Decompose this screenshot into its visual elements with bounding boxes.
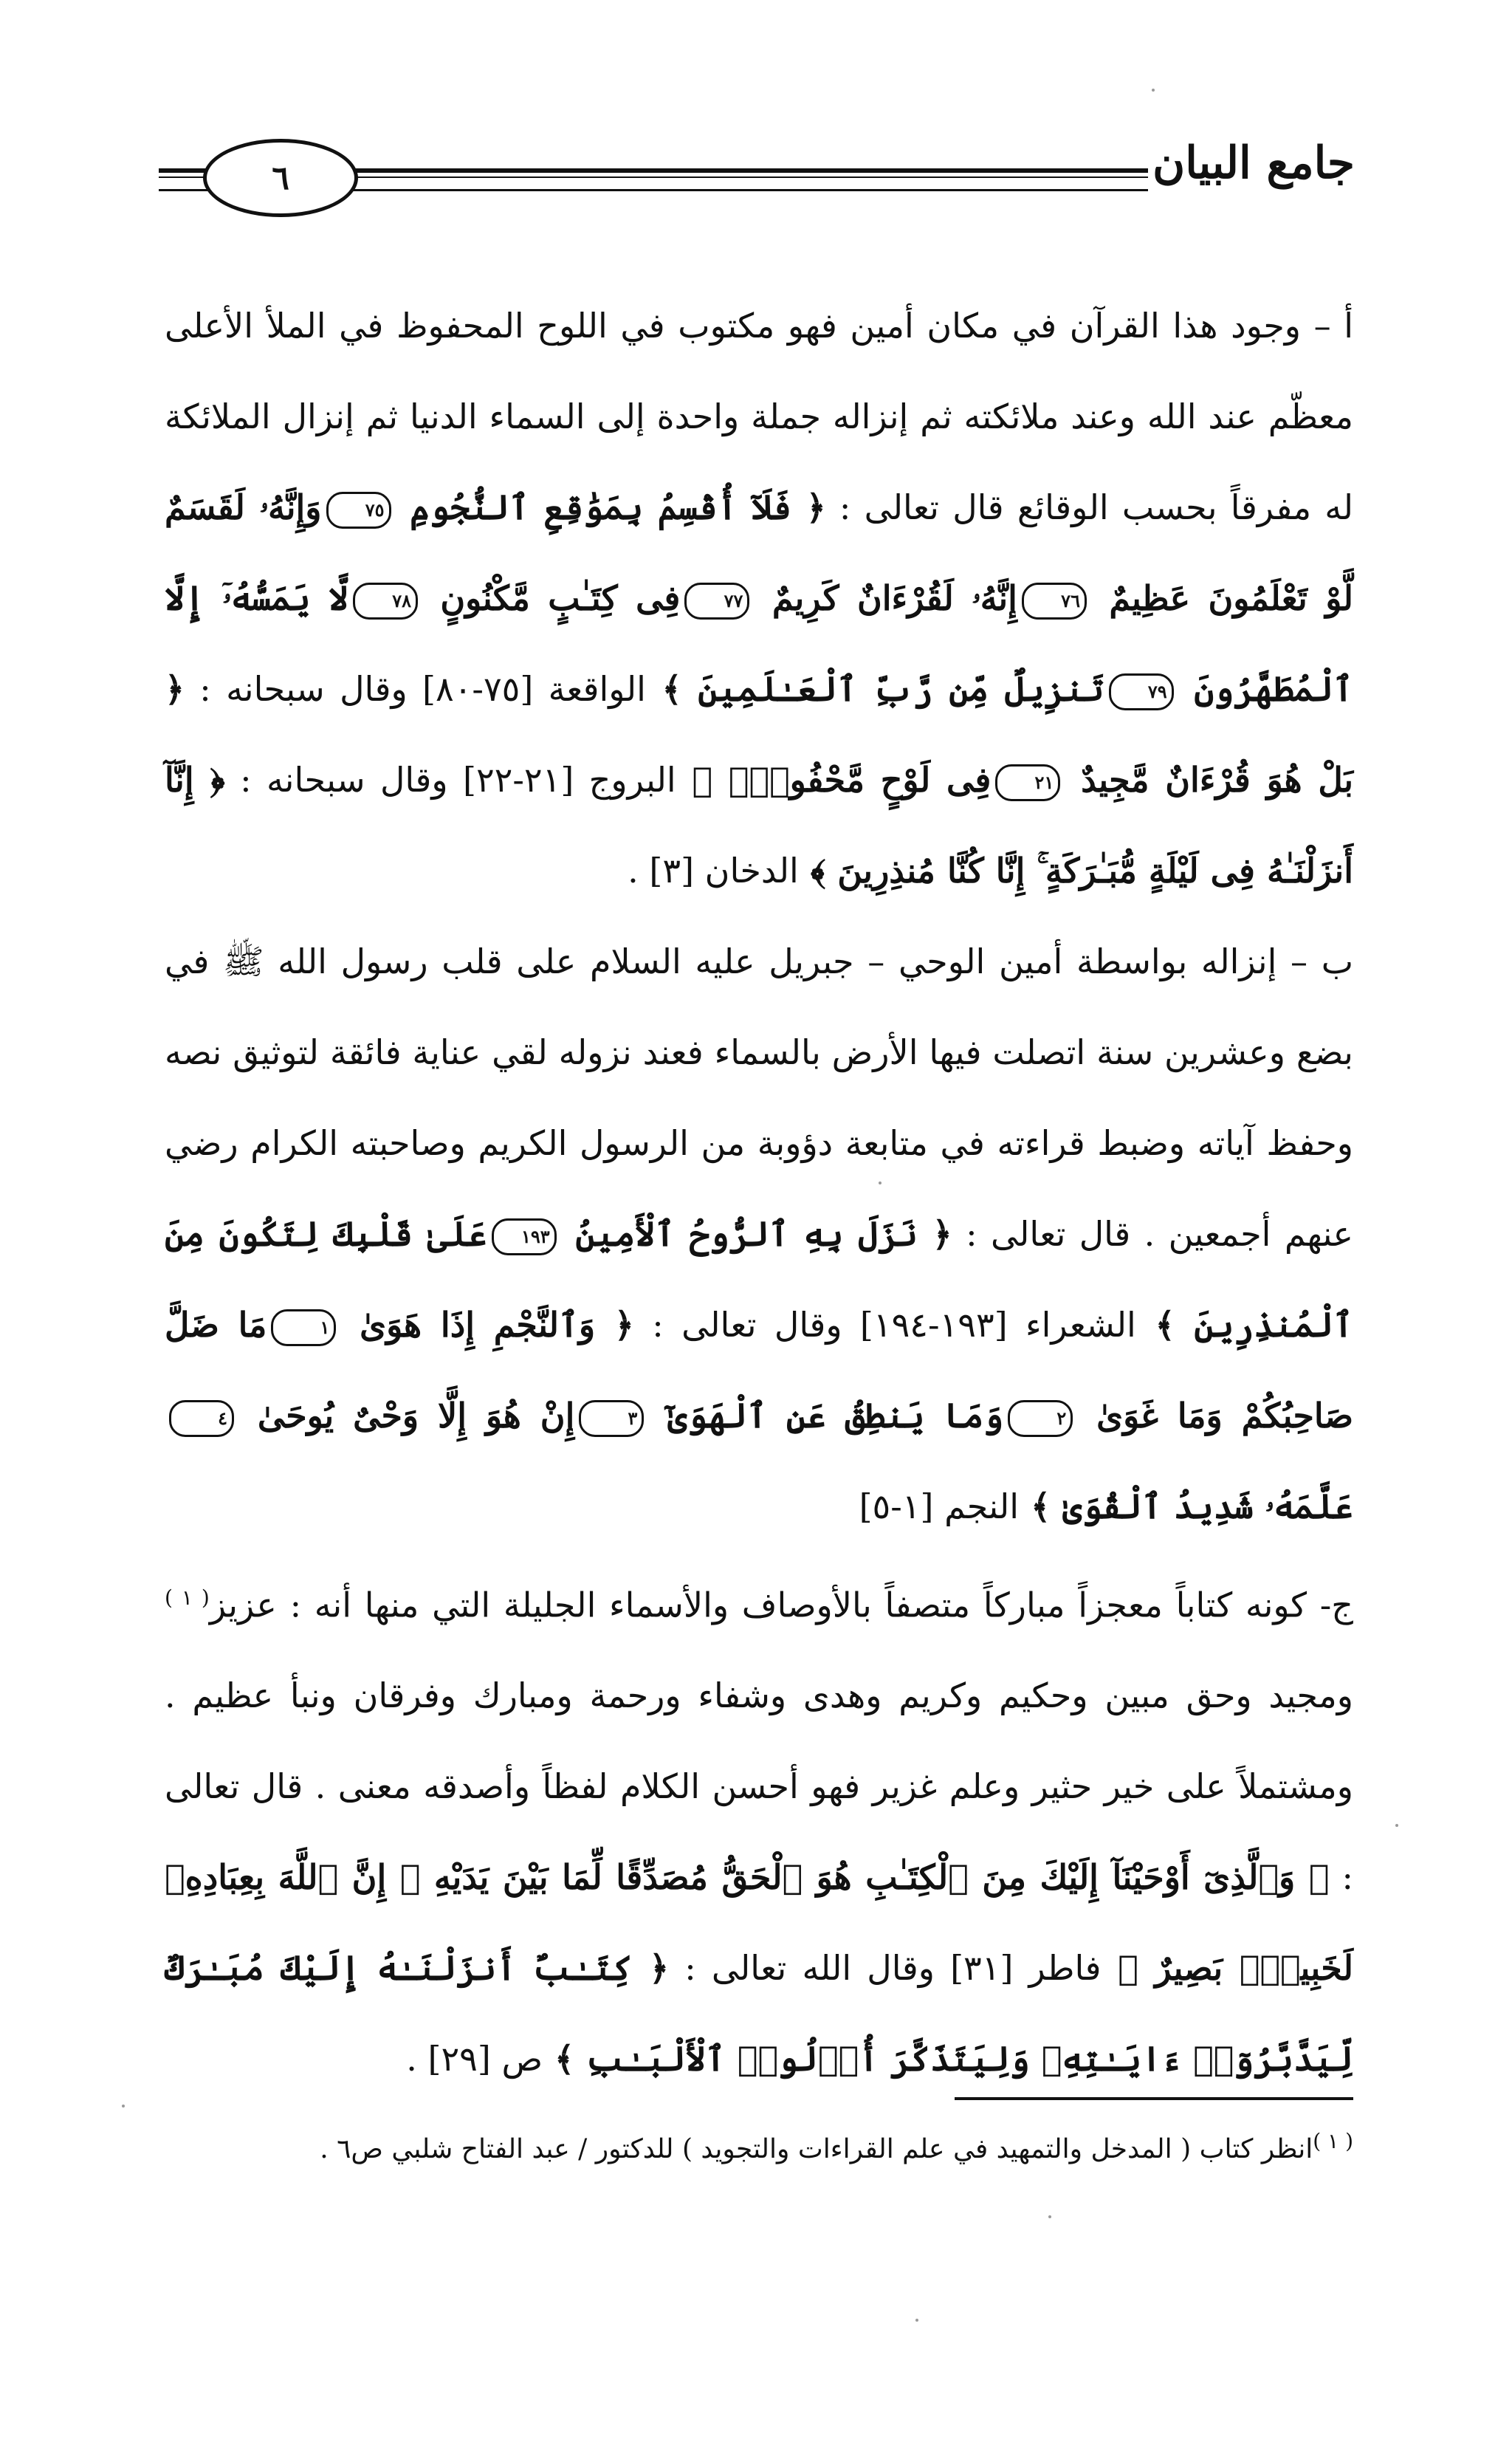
ayah-number-icon: ٧٥ [326,492,391,529]
body-text: الشعراء [١٩٣-١٩٤] وقال تعالى : [633,1305,1136,1345]
quran-verse: ﴿ نَزَلَ بِهِ ٱلرُّوحُ ٱلْأَمِينُ [560,1214,952,1254]
page-header [159,133,1355,214]
paragraph-jim [165,1552,1353,2105]
scan-speck [1152,89,1155,92]
quran-verse: ﴿ وَٱلنَّجْمِ إِذَا هَوَىٰ [340,1305,634,1345]
body-text: الدخان [٣] . [628,851,799,891]
footnote [165,2119,1353,2172]
quran-verse: عَلَىٰ قَلْبِكَ لِتَكُونَ مِنَ ٱلْمُنذِرِينَ ﴾ [165,1214,1353,1345]
body-text: فاطر [٣١] وقال الله تعالى : [669,1948,1102,1989]
page-number: ٦ [203,139,358,217]
quran-verse: تَنزِيلٌ مِّن رَّبِّ ٱلْعَـٰلَمِينَ ﴾ [645,669,1104,709]
body-text: البروج [٢١-٢٢] وقال سبحانه : [224,760,676,800]
quran-verse: فِى لَوْحٍ مَّحْفُوظٍۭ ﴾ [676,760,992,800]
quran-verse: ﴿ فَلَآ أُقْسِمُ بِمَوَٰقِعِ ٱلنُّجُومِ [395,487,826,527]
scan-speck [879,1182,882,1184]
quran-verse: ﴿ كِتَـٰبٌ أَنزَلْنَـٰهُ إِلَيْكَ مُبَـٰرَكٌ لِّيَدَّبَّرُوٓا۟ ءَايَـٰتِهِۦ وَلِيَتَذَكَّرَ أُو۟لُوا۟ ٱلْأَلْبَـٰبِ ﴾ [165,1948,1353,2079]
footnote-separator [955,2097,1353,2100]
quran-verse: إِنَّهُۥ لَقُرْءَانٌ كَرِيمٌ [754,578,1017,618]
ayah-number-icon: ١ [271,1309,336,1346]
body-text: ج- كونه كتاباً معجزاً مباركاً متصفاً بالأوصاف والأسماء الجليلة التي منها أنه : عزيز [209,1585,1353,1625]
scan-speck [1395,1824,1398,1827]
book-title: جامع البيان [1152,137,1355,189]
quran-verse: مَا ضَلَّ صَاحِبُكُمْ وَمَا غَوَىٰ [165,1305,1354,1436]
body-text: ومجيد وحق مبين وحكيم وكريم وهدى وشفاء ورحمة ومبارك وفرقان ونبأ عظيم . ومشتملاً على خير حثير وعلم غزير فهو أحسن الكلام لفظاً وأصدقه معنى . قال تعالى : [165,1676,1353,1898]
ayah-number-icon: ٧٦ [1022,583,1087,620]
ayah-number-icon: ٧٧ [684,583,749,620]
body-text: ص [٢٩] . [406,2039,543,2079]
ayah-number-icon: ٤ [169,1400,234,1437]
body-text: الواقعة [٧٥-٨٠] وقال سبحانه : [184,669,646,709]
paragraph-ba [165,916,1353,1552]
ayah-number-icon: ٢ [1008,1400,1073,1437]
quran-verse: عَلَّمَهُۥ شَدِيدُ ٱلْقُوَىٰ ﴾ [1019,1486,1353,1526]
quran-verse: وَمَا يَنطِقُ عَنِ ٱلْهَوَىٰٓ [648,1396,1004,1436]
main-text [165,281,1353,2105]
ayah-number-icon: ٢١ [995,764,1060,801]
scan-speck [915,2319,918,2322]
quran-verse: وَإِنَّهُۥ لَقَسَمٌ لَّوْ تَعْلَمُونَ عَظِيمٌ [165,487,1353,618]
footnote-reference: ( ١ ) [165,1585,210,1610]
body-text: أ – وجود هذا القرآن في مكان أمين فهو مكتوب في اللوح المحفوظ في الملأ الأعلى معظّم عند الله وعند ملائكته ثم إنزاله جملة واحدة إلى السماء الدنيا ثم إنزال الملائكة له مفرقاً بحسب الوقائع قال تعالى : [165,306,1353,527]
ayah-number-icon: ٣ [579,1400,644,1437]
ayah-number-icon: ١٩٣ [492,1218,557,1255]
quran-verse: ﴿ إِنَّآ أَنزَلْنَـٰهُ فِى لَيْلَةٍ مُّبَـٰرَكَةٍ ۚ إِنَّا كُنَّا مُنذِرِينَ ﴾ [165,760,1353,891]
ayah-number-icon: ٧٩ [1109,673,1174,710]
body-text: النجم [١-٥] [859,1486,1020,1526]
scan-speck [1048,2215,1051,2218]
quran-verse: لَّا يَمَسُّهُۥٓ إِلَّا ٱلْمُطَهَّرُونَ [165,578,1353,709]
footnote-marker: ( ١ ) [1313,2129,1353,2153]
ayah-number-icon: ٧٨ [353,583,418,620]
quran-verse: ﴿ بَلْ هُوَ قُرْءَانٌ مَّجِيدٌ [165,669,1353,800]
quran-verse: إِنْ هُوَ إِلَّا وَحْىٌ يُوحَىٰ [238,1396,575,1436]
paragraph-alif [165,281,1353,916]
quran-verse: ﴿ وَٱلَّذِىٓ أَوْحَيْنَآ إِلَيْكَ مِنَ ٱلْكِتَـٰبِ هُوَ ٱلْحَقُّ مُصَدِّقًا لِّمَا بَيْنَ يَدَيْهِ ۗ إِنَّ ٱللَّهَ بِعِبَادِهِۦ لَخَبِيرٌۢ بَصِيرٌ ﴾ [165,1857,1353,1989]
scan-speck [122,2105,125,2108]
footnote-text: انظر كتاب ( المدخل والتمهيد في علم القراءات والتجويد ) للدكتور / عبد الفتاح شلبي ص٦ . [320,2134,1313,2164]
body-text: ب – إنزاله بواسطة أمين الوحي – جبريل عليه السلام على قلب رسول الله ﷺ في بضع وعشرين سنة اتصلت فيها الأرض بالسماء فعند نزوله لقي عناية فائقة لتوثيق نصه وحفظ آياته وضبط قراءته في متابعة دؤوبة من الرسول الكريم وصاحبته الكرام رضي عنهم أجمعين . قال تعالى : [165,942,1353,1254]
quran-verse: فِى كِتَـٰبٍ مَّكْنُونٍ [422,578,681,618]
